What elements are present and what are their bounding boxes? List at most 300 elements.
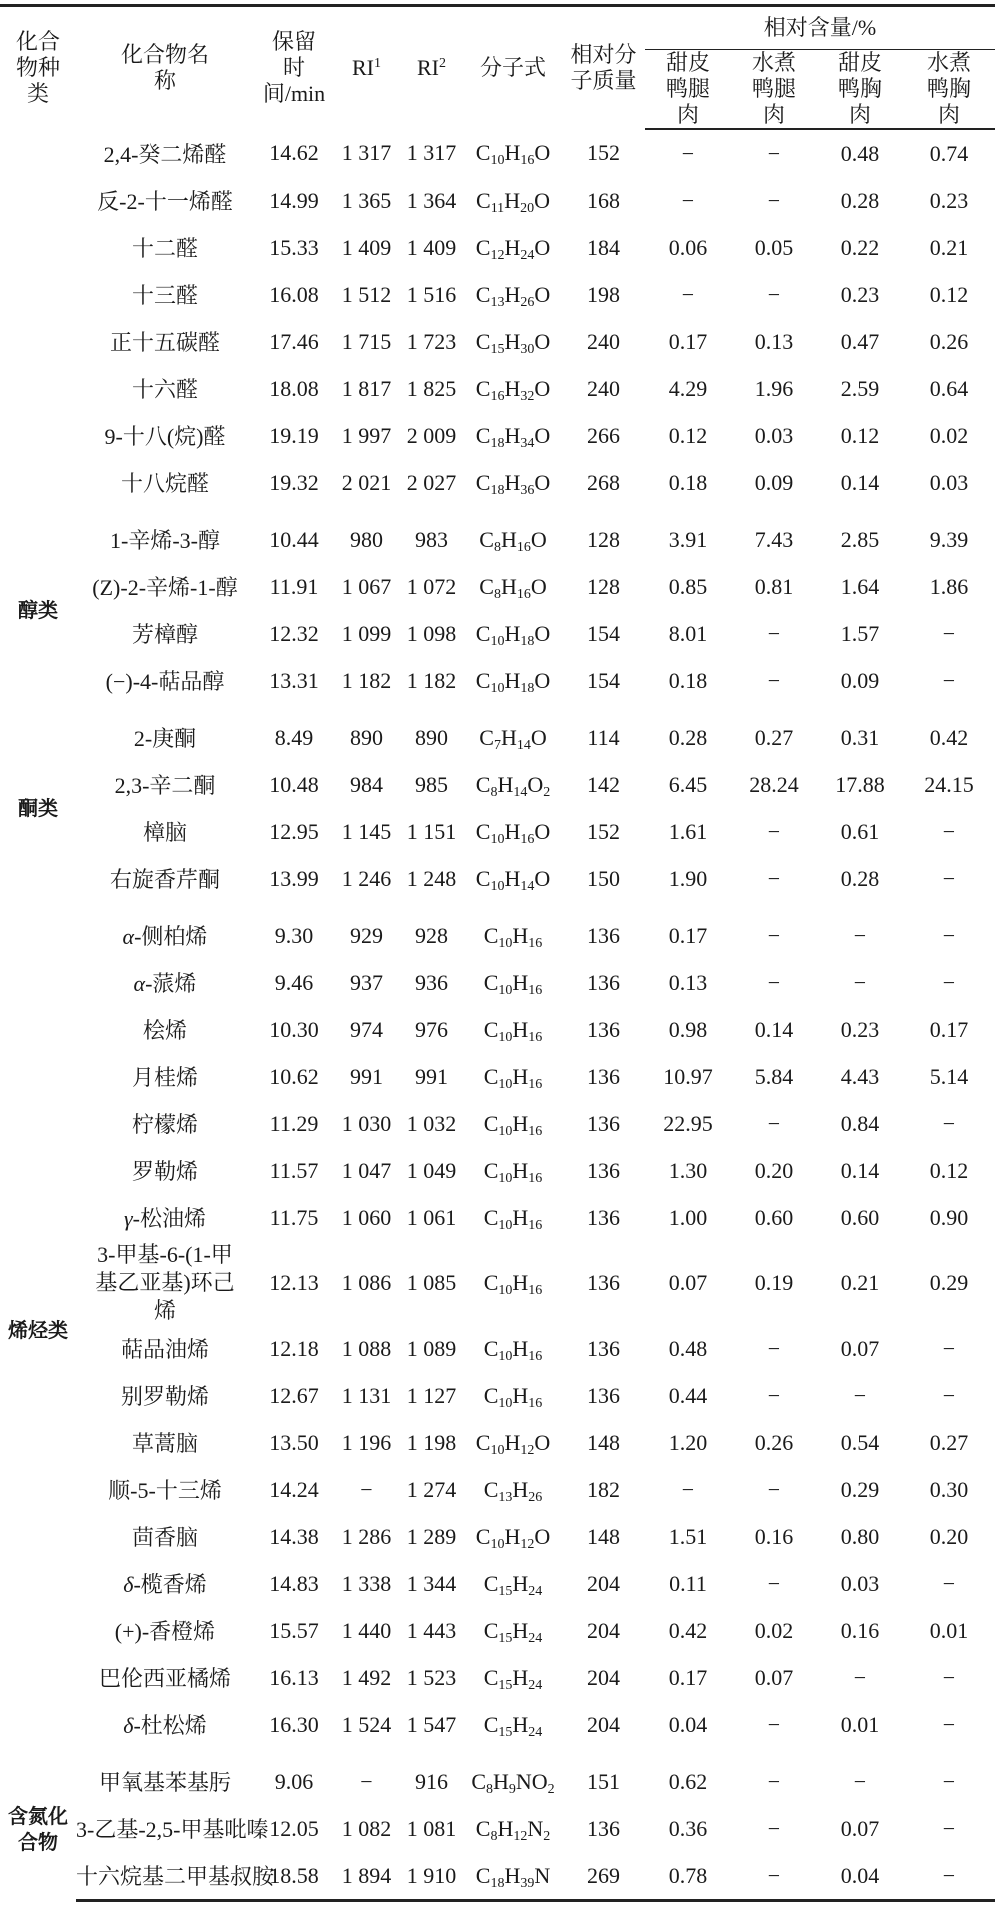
sample4-cell: 0.12 xyxy=(929,281,969,307)
compound-name-cell: 2,3-辛二酮 xyxy=(114,773,216,798)
formula-cell xyxy=(464,318,562,365)
ri1-cell: 1 317 xyxy=(341,140,392,165)
compound-name-cell: 茴香脑 xyxy=(131,1525,198,1550)
formula-cell xyxy=(464,1325,562,1372)
compound-name-cell: 罗勒烯 xyxy=(131,1159,198,1184)
sample4-cell: − xyxy=(942,922,956,948)
formula-part: C xyxy=(475,328,491,354)
ri1-cell: − xyxy=(360,1768,373,1794)
formula-part: 16 xyxy=(520,153,535,168)
formula-part: 16 xyxy=(516,586,531,602)
ri2-cell: 1 085 xyxy=(406,1270,457,1295)
formula-part: 10 xyxy=(490,878,505,894)
formula-part: H xyxy=(512,1063,529,1089)
table-row xyxy=(0,271,995,318)
formula-cell xyxy=(464,657,562,704)
sample3-cell: 0.28 xyxy=(840,187,880,213)
formula-part: 8 xyxy=(490,1828,498,1844)
table-row xyxy=(0,704,995,761)
sample4-cell: 0.27 xyxy=(929,1429,969,1455)
sample2-cell: − xyxy=(767,818,781,844)
sample2-cell: 0.02 xyxy=(754,1617,794,1643)
mw-cell: 136 xyxy=(587,1110,620,1136)
formula-part: H xyxy=(504,328,521,354)
ri2-cell: 1 061 xyxy=(406,1204,457,1230)
sample4-cell: − xyxy=(942,667,956,693)
formula-part: 15 xyxy=(498,1583,513,1599)
ri2-cell: 1 723 xyxy=(406,328,457,354)
sample1-cell: 1.00 xyxy=(668,1204,708,1230)
sample2-cell: − xyxy=(767,281,781,307)
formula-part: O xyxy=(534,422,551,448)
ri2-cell: 1 344 xyxy=(406,1570,457,1596)
sample4-cell: 1.86 xyxy=(929,573,969,599)
table-row xyxy=(0,318,995,365)
category-cell xyxy=(0,129,76,506)
sample1-cell: 0.17 xyxy=(668,922,708,948)
retention-time-cell: 14.38 xyxy=(269,1523,319,1549)
formula-cell xyxy=(464,365,562,412)
formula-part: C xyxy=(476,187,491,213)
table-row xyxy=(0,1852,995,1901)
ri2-cell: 1 182 xyxy=(406,667,457,693)
sample3-cell: 1.57 xyxy=(840,620,880,646)
retention-time-cell: 11.75 xyxy=(269,1204,319,1230)
retention-time-cell: 12.95 xyxy=(269,818,319,844)
table-row xyxy=(0,1560,995,1607)
compound-name-part: -榄香烯 xyxy=(133,1572,207,1597)
sample4-cell: − xyxy=(942,1382,956,1408)
sample1-cell: 8.01 xyxy=(668,620,708,646)
formula-cell xyxy=(464,1805,562,1852)
compound-name-cell: 反-2-十一烯醛 xyxy=(97,189,233,214)
formula-part: 24 xyxy=(528,1677,543,1693)
retention-time-cell: 10.48 xyxy=(269,771,319,797)
table-row xyxy=(0,365,995,412)
formula-part: O xyxy=(534,818,551,844)
sample4-cell: − xyxy=(942,1711,956,1737)
compound-name-cell: 十八烷醛 xyxy=(120,471,209,496)
compound-name-cell xyxy=(76,902,254,959)
formula-part: 10 xyxy=(490,831,505,847)
mw-cell: 136 xyxy=(587,1270,620,1295)
formula-part: H xyxy=(512,1617,529,1643)
compound-name-cell: 萜品油烯 xyxy=(120,1337,209,1362)
sample3-cell: 0.48 xyxy=(840,140,880,166)
formula-part: C xyxy=(475,1523,491,1549)
formula-part: O xyxy=(534,1429,551,1455)
formula-part: 24 xyxy=(528,1724,543,1740)
sample2-cell: − xyxy=(767,1476,781,1502)
table-row xyxy=(0,959,995,1006)
formula-cell xyxy=(464,704,562,761)
sample1-cell: 0.17 xyxy=(668,328,708,354)
formula-part: O xyxy=(534,328,551,354)
sample2-cell: 0.60 xyxy=(754,1204,794,1230)
ri2-cell: 936 xyxy=(415,969,448,995)
formula-part: 12 xyxy=(520,1442,535,1458)
formula-part: H xyxy=(512,922,529,948)
formula-part: O xyxy=(534,187,550,213)
sample1-cell: 1.90 xyxy=(668,865,708,891)
formula-cell xyxy=(464,1748,562,1805)
formula-part: H xyxy=(500,526,517,552)
sample4-cell: 0.90 xyxy=(929,1204,969,1230)
sample2-cell: 0.81 xyxy=(754,573,794,599)
formula-part: O xyxy=(534,667,551,693)
mw-cell: 136 xyxy=(587,1157,620,1183)
sample2-cell: − xyxy=(767,1711,781,1737)
formula-cell xyxy=(464,761,562,808)
sample2-cell: − xyxy=(767,140,781,166)
compound-name-cell: 2-庚酮 xyxy=(133,726,197,751)
formula-part: 18 xyxy=(490,482,505,498)
formula-part: 10 xyxy=(490,633,505,649)
formula-part: C xyxy=(475,818,491,844)
ri2-cell: 1 364 xyxy=(406,187,457,213)
table-row xyxy=(0,1748,995,1805)
formula-part: 10 xyxy=(498,1029,513,1045)
sample1-cell: 0.44 xyxy=(668,1382,708,1408)
retention-time-cell: 18.58 xyxy=(254,1852,334,1901)
ri1-cell: − xyxy=(360,1476,373,1502)
sample1-cell: 0.28 xyxy=(668,724,708,750)
sample1-cell: 10.97 xyxy=(663,1063,713,1089)
mw-cell: 198 xyxy=(587,281,620,307)
table-row xyxy=(0,1654,995,1701)
ri1-cell: 1 246 xyxy=(341,865,392,891)
formula-cell xyxy=(464,1147,562,1194)
sample3-cell: 2.59 xyxy=(840,375,880,401)
formula-part: 34 xyxy=(520,435,535,451)
formula-part: H xyxy=(512,1110,529,1136)
sample1-cell: 0.12 xyxy=(668,422,708,448)
mw-cell: 182 xyxy=(587,1476,620,1502)
mw-cell: 240 xyxy=(587,375,620,401)
formula-part: 18 xyxy=(490,435,505,451)
header-ri1-sup: 1 xyxy=(374,56,381,71)
formula-part: O xyxy=(530,573,547,599)
formula-part: C xyxy=(475,375,491,401)
formula-part: C xyxy=(483,1382,499,1408)
mw-cell: 152 xyxy=(587,818,620,844)
sample1-cell: 1.51 xyxy=(668,1523,708,1549)
sample3-cell: 0.23 xyxy=(840,281,880,307)
table-row xyxy=(0,902,995,959)
formula-cell xyxy=(464,610,562,657)
ri1-cell: 1 082 xyxy=(341,1815,392,1841)
formula-cell xyxy=(464,1466,562,1513)
sample2-cell: 0.26 xyxy=(754,1429,794,1455)
sample1-cell: 6.45 xyxy=(668,771,708,797)
formula-part: O xyxy=(534,234,551,260)
formula-part: 2 xyxy=(543,1828,551,1844)
formula-part: 24 xyxy=(520,247,535,263)
sample3-cell: 0.22 xyxy=(840,234,880,260)
formula-part: C xyxy=(483,1476,499,1502)
mw-cell: 150 xyxy=(587,865,620,891)
compound-name-part: δ xyxy=(123,1713,134,1738)
sample2-cell: − xyxy=(767,1815,781,1841)
formula-part: 10 xyxy=(498,935,513,951)
retention-time-cell: 14.24 xyxy=(269,1476,319,1502)
sample1-cell: 0.36 xyxy=(668,1815,708,1841)
table-row xyxy=(0,1466,995,1513)
sample4-cell: 0.12 xyxy=(929,1157,969,1183)
retention-time-cell: 12.05 xyxy=(269,1815,319,1841)
formula-part: H xyxy=(504,469,521,495)
formula-part: O xyxy=(534,865,551,891)
sample1-cell: − xyxy=(681,140,695,166)
formula-cell xyxy=(464,1053,562,1100)
sample3-cell: 0.07 xyxy=(840,1335,880,1361)
compound-name-cell: 十三醛 xyxy=(131,283,198,308)
header-ri2-sup: 2 xyxy=(439,56,446,71)
ri1-cell: 1 817 xyxy=(341,375,392,401)
formula-part: C xyxy=(483,1157,499,1183)
header-sample-1: 甜皮鸭腿肉 xyxy=(645,50,731,130)
ri2-cell: 1 289 xyxy=(406,1523,457,1549)
ri1-cell: 1 086 xyxy=(341,1270,392,1295)
formula-part: 16 xyxy=(528,1348,543,1364)
sample3-cell: 0.28 xyxy=(840,865,880,891)
mw-cell: 136 xyxy=(587,969,620,995)
sample1-cell: 0.18 xyxy=(668,667,708,693)
table-row xyxy=(0,1006,995,1053)
mw-cell: 148 xyxy=(587,1429,620,1455)
ri1-cell: 937 xyxy=(350,969,383,995)
compound-name-cell: 右旋香芹酮 xyxy=(109,867,220,892)
retention-time-cell: 10.30 xyxy=(269,1016,319,1042)
sample4-cell: − xyxy=(942,620,956,646)
mw-cell: 168 xyxy=(587,187,620,213)
formula-part: 7 xyxy=(493,737,501,753)
sample2-cell: − xyxy=(767,620,781,646)
sample2-cell: − xyxy=(767,187,781,213)
sample3-cell: 0.01 xyxy=(840,1711,880,1737)
sample3-cell: 0.04 xyxy=(817,1852,903,1901)
formula-cell xyxy=(464,1607,562,1654)
retention-time-cell: 9.30 xyxy=(274,922,314,948)
sample1-cell: 3.91 xyxy=(668,526,708,552)
sample4-cell: − xyxy=(942,969,956,995)
table-row xyxy=(0,129,995,177)
compound-name-cell: 别罗勒烯 xyxy=(120,1384,209,1409)
compound-name-cell: 芳樟醇 xyxy=(131,622,198,647)
compound-name-cell: 2,4-癸二烯醛 xyxy=(103,141,227,167)
retention-time-cell: 14.99 xyxy=(269,187,319,213)
sample1-cell: 0.98 xyxy=(668,1016,708,1042)
compound-name-part: -蒎烯 xyxy=(145,971,197,996)
formula-part: C xyxy=(475,140,491,165)
sample4-cell: 24.15 xyxy=(924,771,974,797)
formula-part: N xyxy=(527,1815,544,1841)
formula-part: H xyxy=(493,1768,509,1794)
formula-part: H xyxy=(504,1429,521,1455)
formula-part: O xyxy=(530,526,547,552)
header-sample-4: 水煮鸭胸肉 xyxy=(903,50,995,130)
formula-part: C xyxy=(475,1862,491,1888)
compound-name-part: α xyxy=(133,971,146,996)
mw-cell: 128 xyxy=(587,526,620,552)
compound-name-cell: 十六醛 xyxy=(131,377,198,402)
compound-name-cell: 正十五碳醛 xyxy=(109,330,220,355)
sample4-cell: − xyxy=(942,1110,956,1136)
header-category: 化合物种类 xyxy=(0,6,76,130)
formula-part: H xyxy=(504,667,521,693)
table-row xyxy=(0,412,995,459)
formula-part: C xyxy=(483,1570,499,1596)
formula-part: H xyxy=(512,1570,529,1596)
sample2-cell: − xyxy=(767,1382,781,1408)
formula-part: O xyxy=(534,140,551,165)
formula-part: H xyxy=(512,1664,529,1690)
table-row xyxy=(0,1325,995,1372)
formula-cell xyxy=(464,506,562,563)
formula-part: C xyxy=(483,1270,499,1295)
retention-time-cell: 14.83 xyxy=(269,1570,319,1596)
ri2-cell: 1 317 xyxy=(406,140,457,165)
compound-name-cell: 十六烷基二甲基叔胺 xyxy=(76,1852,254,1901)
ri1-cell: 1 492 xyxy=(341,1664,392,1690)
formula-part: H xyxy=(504,422,521,448)
formula-part: 15 xyxy=(498,1677,513,1693)
table-row xyxy=(0,506,995,563)
formula-part: C xyxy=(479,724,494,750)
mw-cell: 240 xyxy=(587,328,620,354)
ri2-cell: 1 516 xyxy=(406,281,457,307)
compound-name-cell: (Z)-2-辛烯-1-醇 xyxy=(92,575,238,600)
formula-part: 18 xyxy=(490,1875,505,1891)
sample1-cell: 1.61 xyxy=(668,818,708,844)
formula-cell xyxy=(464,563,562,610)
ri1-cell: 1 409 xyxy=(341,234,392,260)
ri1-cell: 1 338 xyxy=(341,1570,392,1596)
ri2-cell: 1 198 xyxy=(406,1429,457,1455)
sample2-cell: 0.19 xyxy=(754,1270,794,1295)
formula-part: H xyxy=(497,771,514,797)
sample4-cell: 0.01 xyxy=(929,1617,969,1643)
retention-time-cell: 12.67 xyxy=(269,1382,319,1408)
sample4-cell: − xyxy=(942,818,956,844)
sample3-cell: − xyxy=(853,969,867,995)
formula-cell xyxy=(464,855,562,902)
formula-part: H xyxy=(512,1270,529,1295)
retention-time-cell: 12.32 xyxy=(269,620,319,646)
ri1-cell: 1 088 xyxy=(341,1335,392,1361)
formula-part: 8 xyxy=(493,539,501,555)
formula-part: C xyxy=(479,573,494,599)
formula-part: 18 xyxy=(520,680,535,696)
sample1-cell: 0.78 xyxy=(645,1852,731,1901)
compound-name-cell: 柠檬烯 xyxy=(131,1112,198,1137)
retention-time-cell: 13.50 xyxy=(269,1429,319,1455)
table-row xyxy=(0,1513,995,1560)
sample4-cell: 0.29 xyxy=(929,1270,969,1295)
formula-cell xyxy=(464,1194,562,1241)
sample3-cell: 0.09 xyxy=(840,667,880,693)
retention-time-cell: 11.57 xyxy=(269,1157,319,1183)
formula-cell xyxy=(464,177,562,224)
sample2-cell: − xyxy=(767,1570,781,1596)
mw-cell: 136 xyxy=(587,1382,620,1408)
sample1-cell: 0.13 xyxy=(668,969,708,995)
sample1-cell: 4.29 xyxy=(668,375,708,401)
sample4-cell: 0.64 xyxy=(929,375,969,401)
formula-part: H xyxy=(512,1157,529,1183)
formula-part: NO xyxy=(515,1768,548,1794)
formula-part: 32 xyxy=(520,388,535,404)
table-row xyxy=(0,1372,995,1419)
table-row xyxy=(0,808,995,855)
formula-part: H xyxy=(512,1711,529,1737)
compound-name-cell: 巴伦西亚橘烯 xyxy=(98,1666,231,1691)
ri2-cell: 1 547 xyxy=(406,1711,457,1737)
header-name: 化合物名称 xyxy=(76,6,254,130)
compound-name-cell xyxy=(76,1560,254,1607)
formula-part: C xyxy=(475,469,491,495)
mw-cell: 154 xyxy=(587,667,620,693)
ri2-cell: 1 910 xyxy=(399,1852,464,1901)
table-header xyxy=(0,6,995,130)
mw-cell: 269 xyxy=(562,1852,645,1901)
formula-part: H xyxy=(500,724,517,750)
sample1-cell: 1.30 xyxy=(668,1157,708,1183)
formula-part: O xyxy=(527,771,544,797)
compound-name-cell: (+)-香橙烯 xyxy=(114,1619,216,1644)
formula-part: 24 xyxy=(528,1630,543,1646)
sample4-cell: 0.26 xyxy=(929,328,969,354)
formula-cell xyxy=(464,808,562,855)
formula-part: H xyxy=(512,1476,529,1502)
header-formula: 分子式 xyxy=(464,6,562,130)
formula-part: 26 xyxy=(528,1489,543,1505)
formula-part: H xyxy=(504,375,521,401)
sample4-cell: 0.74 xyxy=(929,140,969,166)
ri2-cell: 916 xyxy=(415,1768,448,1794)
compound-name-cell: 月桂烯 xyxy=(131,1065,198,1090)
mw-cell: 136 xyxy=(587,1815,620,1841)
retention-time-cell: 14.62 xyxy=(269,140,319,165)
category-cell: 醇类 xyxy=(18,598,58,622)
header-sample-2: 水煮鸭腿肉 xyxy=(731,50,817,130)
mw-cell: 136 xyxy=(587,922,620,948)
compound-name-cell: 甲氧基苯基肟 xyxy=(98,1770,231,1795)
retention-time-cell: 10.44 xyxy=(269,526,319,552)
compound-name-cell: 3-甲基-6-(1-甲基乙亚基)环己烯 xyxy=(95,1242,235,1323)
formula-part: 30 xyxy=(520,341,535,357)
formula-part: C xyxy=(483,1204,499,1230)
mw-cell: 204 xyxy=(587,1664,620,1690)
ri1-cell: 1 365 xyxy=(341,187,392,213)
formula-part: H xyxy=(504,865,521,891)
formula-part: C xyxy=(483,1617,499,1643)
table-row xyxy=(0,1100,995,1147)
sample1-cell: 0.17 xyxy=(668,1664,708,1690)
formula-cell xyxy=(464,1372,562,1419)
ri2-cell: 928 xyxy=(415,922,448,948)
ri2-cell: 1 098 xyxy=(406,620,457,646)
sample2-cell: 0.14 xyxy=(754,1016,794,1042)
ri2-cell: 1 825 xyxy=(406,375,457,401)
ri1-cell: 890 xyxy=(350,724,383,750)
retention-time-cell: 11.91 xyxy=(269,573,319,599)
formula-part: 15 xyxy=(498,1630,513,1646)
formula-part: 9 xyxy=(508,1781,516,1797)
formula-part: 10 xyxy=(498,1395,513,1411)
sample2-cell: − xyxy=(767,865,781,891)
formula-part: C xyxy=(475,865,491,891)
